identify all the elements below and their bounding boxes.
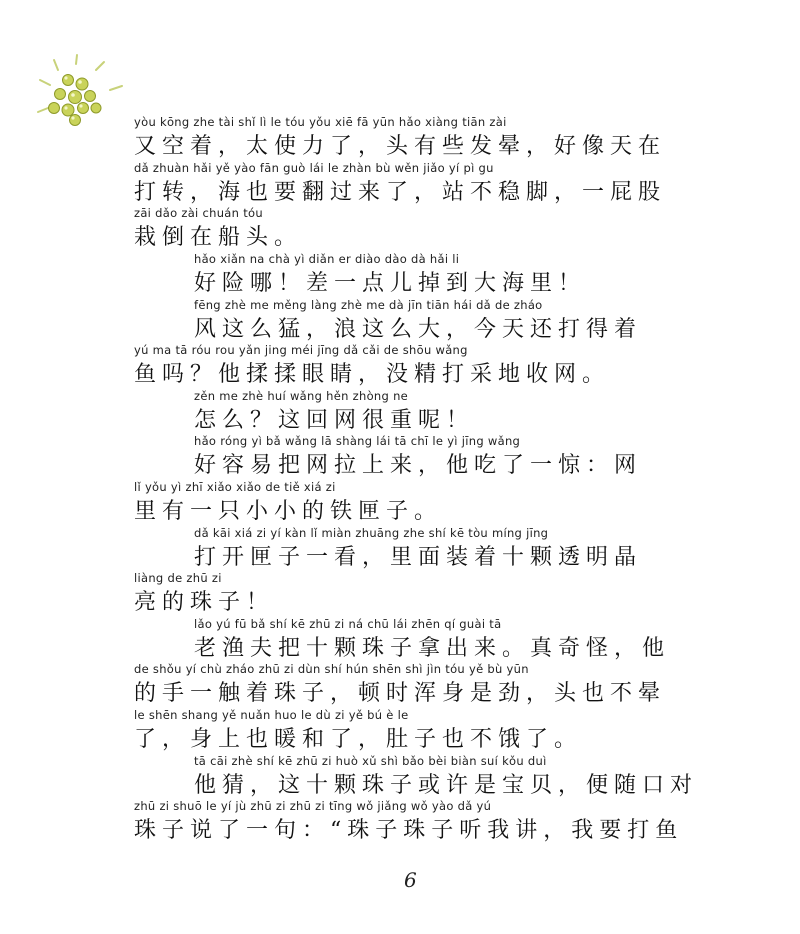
hanzi-line: 打转，海也要翻过来了，站不稳脚，一屁股 bbox=[134, 180, 667, 205]
hanzi-line: 老渔夫把十颗珠子拿出来。真奇怪，他 bbox=[194, 636, 671, 661]
pinyin-line: dǎ zhuàn hǎi yě yào fān guò lái le zhàn bù wěn jiǎo yí pì gu bbox=[134, 161, 494, 175]
pinyin-line: liàng de zhū zi bbox=[134, 571, 222, 585]
hanzi-line: 打开匣子一看，里面装着十颗透明晶 bbox=[194, 545, 643, 570]
hanzi-line: 鱼吗？他揉揉眼睛，没精打采地收网。 bbox=[134, 362, 611, 387]
pinyin-line: dǎ kāi xiá zi yí kàn lǐ miàn zhuāng zhe shí kē tòu míng jīng bbox=[194, 526, 549, 540]
hanzi-line: 他猜，这十颗珠子或许是宝贝，便随口对 bbox=[194, 773, 699, 798]
pinyin-line: fēng zhè me měng làng zhè me dà jīn tiān hái dǎ de zháo bbox=[194, 298, 543, 312]
hanzi-line: 好容易把网拉上来，他吃了一惊：网 bbox=[194, 453, 643, 478]
pinyin-line: hǎo xiǎn na chà yì diǎn er diào dào dà hǎi li bbox=[194, 252, 460, 266]
hanzi-line: 亮的珠子！ bbox=[134, 590, 275, 615]
hanzi-line: 的手一触着珠子，顿时浑身是劲，头也不晕 bbox=[134, 681, 667, 706]
hanzi-line: 好险哪！差一点儿掉到大海里！ bbox=[194, 271, 587, 296]
pearls-cluster-icon bbox=[30, 50, 140, 140]
pinyin-line: de shǒu yí chù zháo zhū zi dùn shí hún shēn shì jìn tóu yě bù yūn bbox=[134, 662, 529, 676]
pinyin-line: zāi dǎo zài chuán tóu bbox=[134, 206, 263, 220]
hanzi-line: 珠子说了一句：“珠子珠子听我讲，我要打鱼 bbox=[134, 818, 684, 843]
hanzi-line: 又空着，太使力了，头有些发晕，好像天在 bbox=[134, 134, 667, 159]
pinyin-line: zěn me zhè huí wǎng hěn zhòng ne bbox=[194, 389, 409, 403]
pinyin-line: hǎo róng yì bǎ wǎng lā shàng lái tā chī le yì jīng wǎng bbox=[194, 434, 521, 448]
hanzi-line: 风这么猛，浪这么大，今天还打得着 bbox=[194, 317, 643, 342]
page-number: 6 bbox=[404, 868, 417, 892]
pinyin-line: tā cāi zhè shí kē zhū zi huò xǔ shì bǎo bèi biàn suí kǒu duì bbox=[194, 754, 547, 768]
pinyin-line: zhū zi shuō le yí jù zhū zi zhū zi tīng wǒ jiǎng wǒ yào dǎ yú bbox=[134, 799, 492, 813]
pinyin-line: lǐ yǒu yì zhī xiǎo xiǎo de tiě xiá zi bbox=[134, 480, 336, 494]
pinyin-line: le shēn shang yě nuǎn huo le dù zi yě bú è le bbox=[134, 708, 409, 722]
pinyin-line: lǎo yú fū bǎ shí kē zhū zi ná chū lái zhēn qí guài tā bbox=[194, 617, 502, 631]
pinyin-line: yú ma tā róu rou yǎn jing méi jīng dǎ cǎi de shōu wǎng bbox=[134, 343, 468, 357]
pinyin-line: yòu kōng zhe tài shǐ lì le tóu yǒu xiē fā yūn hǎo xiàng tiān zài bbox=[134, 115, 507, 129]
hanzi-line: 栽倒在船头。 bbox=[134, 225, 303, 250]
hanzi-line: 怎么？这回网很重呢！ bbox=[194, 408, 475, 433]
hanzi-line: 了，身上也暖和了，肚子也不饿了。 bbox=[134, 727, 583, 752]
hanzi-line: 里有一只小小的铁匣子。 bbox=[134, 499, 443, 524]
